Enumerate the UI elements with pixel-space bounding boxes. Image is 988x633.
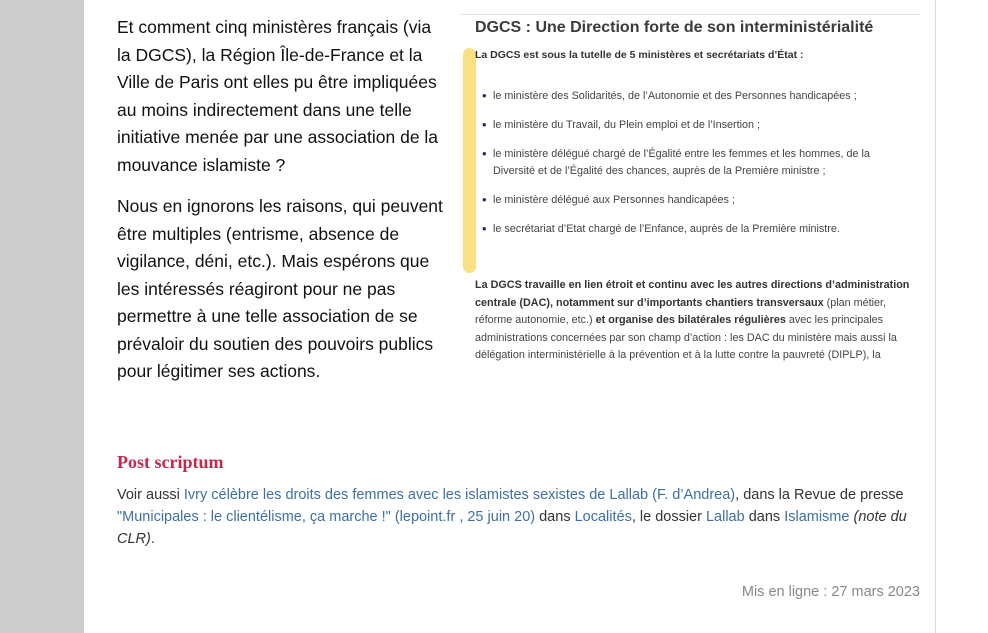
figure-paragraph (475, 277, 915, 365)
link-localites[interactable]: Localités (574, 509, 632, 525)
left-gutter (0, 0, 84, 633)
plain-text: (plan métier, réforme autonomie, etc.) (475, 296, 887, 326)
see-also-text: , dans la Revue de presse (735, 487, 904, 503)
article-paragraph-1: Et comment cinq ministères français (via la DGCS), la Région Île-de-France et la Ville de Paris ont elles pu être impliquées au moins indirectement dans une telle initiative menée par une association de la mouvance islamiste ? (117, 17, 439, 175)
right-border (935, 0, 936, 633)
see-also-text: dans (535, 509, 575, 525)
bold-text: La DGCS travaille en lien étroit et continu avec les autres directions d’administration centrale (DAC), notamment sur d’importants chantiers transversaux (475, 279, 910, 309)
post-scriptum-title: Post scriptum (117, 452, 224, 472)
link-lepoint-article[interactable]: "Municipales : le clientélisme, ça marche !" (lepoint.fr , 25 juin 20) (117, 509, 536, 525)
highlighter-mark (463, 48, 476, 273)
publication-date: Mis en ligne : 27 mars 2023 (741, 584, 920, 600)
list-item: • le ministère délégué aux Personnes handicapées ; (483, 192, 913, 209)
list-item: • le ministère des Solidarités, de l’Autonomie et des Personnes handicapées ; (483, 88, 913, 105)
plain-text: avec les principales administrations concernées par son champ d’action : les DAC du ministère mais aussi la délégation interministérielle à la prévention et à la lutte contre la pauvreté (DIPLP), la (475, 314, 897, 361)
see-also-paragraph (117, 484, 917, 550)
figure-title: DGCS : Une Direction forte de son interministérialité (475, 19, 874, 36)
article-paragraph-2: Nous en ignorons les raisons, qui peuvent être multiples (entrisme, absence de vigilance, déni, etc.). Mais espérons que les intéressés réagiront pour ne pas permettre à une telle association de se prévaloir du soutien des pouvoirs publics pour légitimer ses actions. (117, 196, 443, 381)
clr-note: (note du CLR) (117, 509, 907, 547)
see-also-text: , le dossier (631, 509, 706, 525)
link-islamisme[interactable]: Islamisme (784, 509, 850, 525)
list-item: • le secrétariat d’Etat chargé de l’Enfance, auprès de la Première ministre. (483, 221, 913, 238)
see-also-text: Voir aussi (117, 487, 184, 503)
see-also-text: dans (744, 509, 785, 525)
list-item: • le ministère délégué chargé de l’Égalité entre les femmes et les hommes, de la Diversité et de l’Égalité des chances, auprès de la Première ministre ; (483, 146, 913, 180)
figure-top-rule (459, 14, 920, 15)
dgcs-figure-image (459, 14, 920, 396)
see-also-text: . (150, 531, 155, 547)
link-ivry-article[interactable]: Ivry célèbre les droits des femmes avec les islamistes sexistes de Lallab (F. d’Andrea) (183, 487, 736, 503)
article-text (117, 14, 447, 400)
list-item: • le ministère du Travail, du Plein emploi et de l’Insertion ; (483, 117, 913, 134)
ministries-list (483, 88, 913, 250)
link-lallab[interactable]: Lallab (705, 509, 745, 525)
bold-text: et organise des bilatérales régulières (595, 314, 786, 326)
figure-intro: La DGCS est sous la tutelle de 5 ministères et secrétariats d’État : (475, 49, 804, 61)
